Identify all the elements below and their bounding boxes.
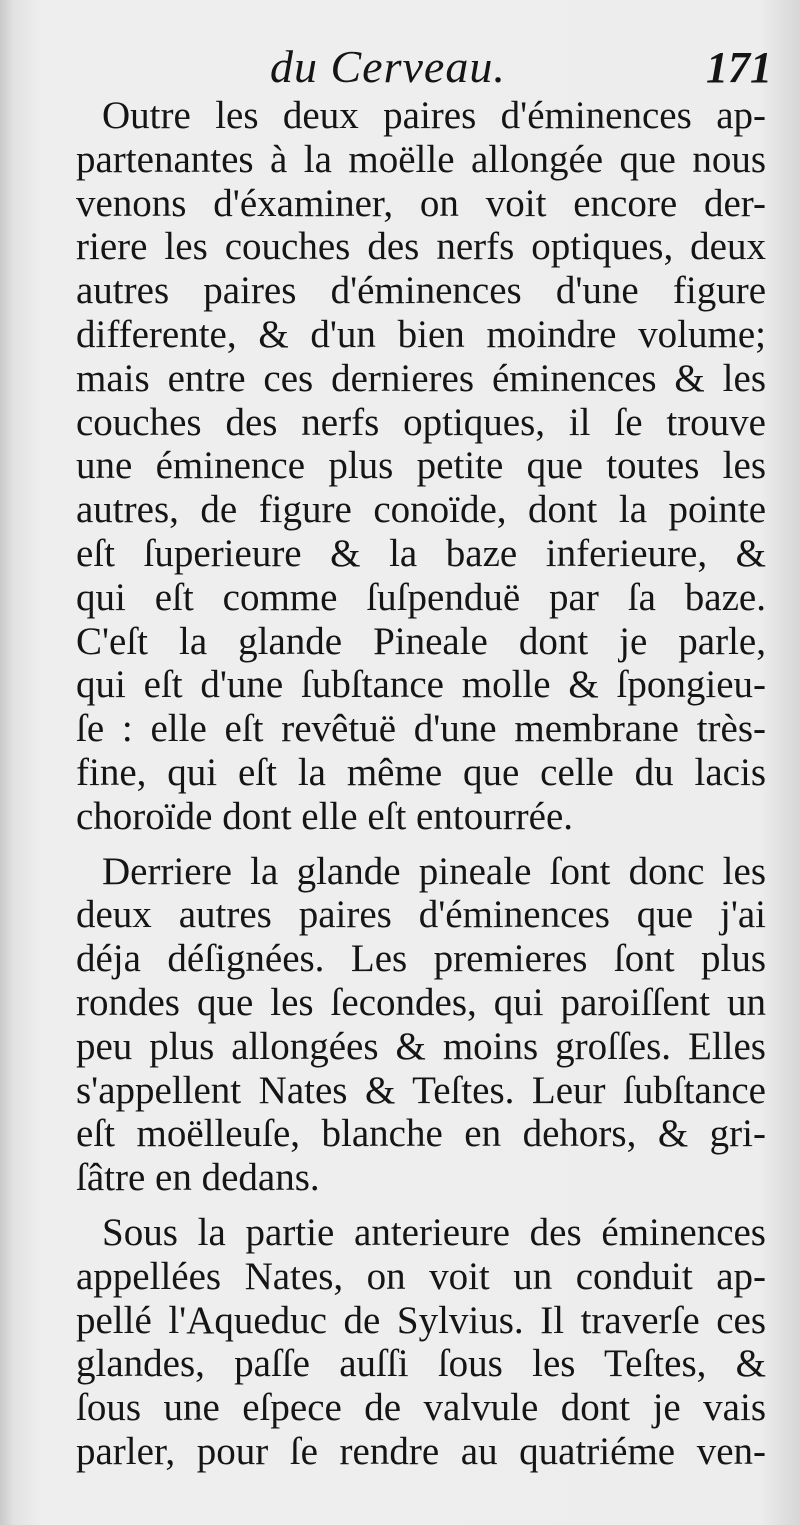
body-text: [76, 94, 766, 1485]
text-line: ſous une eſpece de valvule dont je vais: [76, 1386, 766, 1430]
paragraph-2: [76, 850, 766, 1200]
text-line: déja déſignées. Les premieres ſont plus: [76, 937, 766, 981]
text-line: s'appellent Nates & Teſtes. Leur ſubſtance: [76, 1068, 766, 1112]
text-line: mais entre ces dernieres éminences & les: [76, 356, 766, 400]
text-line: qui eſt d'une ſubſtance molle & ſpongieu-: [76, 663, 766, 707]
text-line: couches des nerfs optiques, il ſe trouve: [76, 400, 766, 444]
page-header: [0, 40, 800, 100]
text-line: ſe : elle eſt revêtuë d'une membrane très-: [76, 707, 766, 751]
text-line: differente, & d'un bien moindre volume;: [76, 312, 766, 356]
text-line: venons d'éxaminer, on voit encore der-: [76, 181, 766, 225]
text-line: riere les couches des nerfs optiques, deux: [76, 225, 766, 269]
text-line: autres, de figure conoïde, dont la pointe: [76, 488, 766, 532]
paragraph-3: [76, 1211, 766, 1474]
text-line: eſt ſuperieure & la baze inferieure, &: [76, 531, 766, 575]
text-line: choroïde dont elle eſt entourrée.: [76, 794, 574, 838]
paragraph-1: [76, 94, 766, 839]
text-line: peu plus allongées & moins groſſes. Elles: [76, 1024, 766, 1068]
running-title: du Cerveau.: [270, 41, 506, 92]
text-line: rondes que les ſecondes, qui paroiſſent un: [76, 980, 766, 1024]
text-line: Sous la partie anterieure des éminences: [102, 1210, 766, 1254]
text-line: autres paires d'éminences d'une figure: [76, 269, 766, 313]
text-line: une éminence plus petite que toutes les: [76, 444, 766, 488]
text-line: fine, qui eſt la même que celle du lacis: [76, 750, 766, 794]
text-line: qui eſt comme ſuſpenduë par ſa baze.: [76, 575, 766, 619]
text-line: ſâtre en dedans.: [76, 1156, 320, 1200]
text-line: deux autres paires d'éminences que j'ai: [76, 893, 766, 937]
text-line: partenantes à la moëlle allongée que nous: [76, 137, 766, 181]
text-line: appellées Nates, on voit un conduit ap-: [76, 1254, 766, 1298]
text-line: parler, pour ſe rendre au quatriéme ven-: [76, 1429, 766, 1473]
text-line: glandes, paſſe auſſi ſous les Teſtes, &: [76, 1342, 766, 1386]
text-line: Derriere la glande pineale ſont donc les: [102, 849, 766, 893]
text-line: eſt moëlleuſe, blanche en dehors, & gri-: [76, 1112, 766, 1156]
text-line: pellé l'Aqueduc de Sylvius. Il traverſe ces: [76, 1298, 766, 1342]
text-line: Outre les deux paires d'éminences ap-: [102, 94, 766, 137]
text-line: C'eſt la glande Pineale dont je parle,: [76, 619, 766, 663]
page-number: 171: [706, 43, 772, 92]
